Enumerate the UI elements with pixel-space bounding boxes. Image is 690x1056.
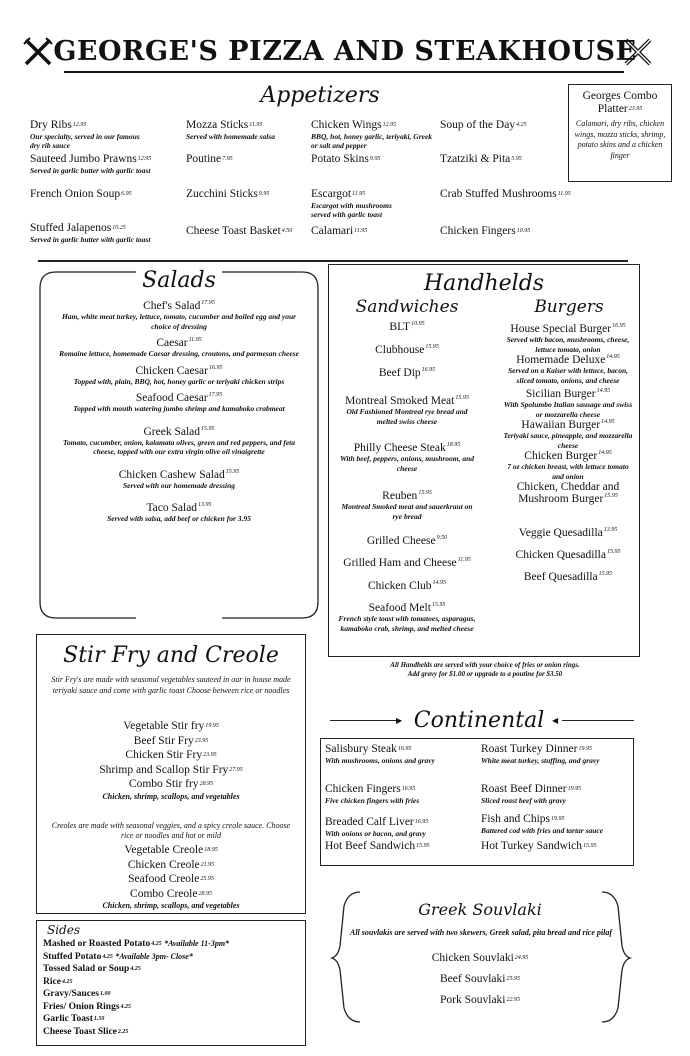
appetizer-item: Dry Ribs$^{12.95}$ Our specialty, served in our famous dry rib sauce: [30, 119, 140, 150]
appetizer-item: Mozza Sticks$^{11.95}$ Served with homemade salsa: [186, 119, 275, 141]
sandwiches-list: [337, 321, 477, 633]
side-item: Tossed Salad or Soup$^{4.25}$: [43, 964, 141, 974]
sandwich-item: Clubhouse$^{15.95}$: [375, 344, 439, 356]
combo-platter-box: [568, 84, 672, 182]
appetizer-item: Soup of the Day$^{4.25}$: [440, 119, 527, 131]
handhelds-notes: All Handhelds are served with your choice of fries or onion rings. Add gravy for $1.00 or upgrade to a poutine for $3.50: [390, 661, 580, 678]
appetizer-item: Chicken Fingers$^{10.95}$: [440, 225, 531, 237]
sandwich-item: Chicken Club$^{14.95}$: [367, 580, 447, 592]
stirfry-item: Beef Stir Fry$^{23.95}$: [133, 734, 209, 747]
appetizer-item: Tzatziki & Pita$^{5.95}$: [440, 153, 522, 165]
side-item: Cheese Toast Slice$^{2.25}$: [43, 1026, 129, 1037]
salad-item: Seafood Caesar$^{17.95}$ Topped with mouth watering jumbo shrimp and kamaboko crabmeat: [73, 392, 285, 413]
continental-title: Continental: [413, 708, 545, 733]
sides-box: [36, 920, 306, 1046]
salad-item: Greek Salad$^{15.95}$ Tomato, cucumber, onion, kalamata olives, green and red peppers, and feta cheese, topped with our extra virgin olive oil vinaigrette: [62, 425, 296, 456]
stirfry-item: Vegetable Stir fry$^{19.95}$: [123, 720, 219, 732]
appetizer-item: Crab Stuffed Mushrooms$^{11.95}$: [440, 188, 571, 200]
creole-combo-desc: Chicken, shrimp, scallops, and vegetables: [102, 901, 240, 910]
sandwich-item: Montreal Smoked Meat$^{15.95}$ Old Fashioned Montreal rye bread and melted swiss cheese: [345, 395, 469, 426]
stirfry-combo-desc: Chicken, shrimp, scallops, and vegetables: [102, 791, 240, 801]
souvlaki-intro: All souvlakis are served with two skewers, Greek salad, pita bread and rice pilaf: [350, 928, 612, 937]
side-item: Garlic Toast$^{1.50}$: [43, 1014, 105, 1024]
continental-item: Roast Beef Dinner$^{19.95}$ Sliced roast beef with gravy: [481, 783, 582, 805]
arrow-left-icon: ◀: [552, 716, 559, 725]
creole-item: Chicken Creole$^{21.95}$: [127, 858, 215, 871]
appetizer-item: Poutine$^{7.95}$: [186, 153, 233, 165]
appetizer-item: Chicken Wings$^{12.95}$ BBQ, hot, honey garlic, teriyaki, Greek or salt and pepper: [311, 119, 433, 150]
burger-item: House Special Burger$^{16.95}$ Served with bacon, mushrooms, cheese, lettuce tomato, onion: [506, 323, 630, 354]
burgers-list: [501, 323, 635, 583]
burgers-title: Burgers: [534, 297, 604, 317]
side-item: Gravy/Sauces$^{1.00}$: [43, 989, 111, 999]
sandwich-item: Beef Dip$^{16.95}$: [378, 367, 436, 379]
souvlaki-list: [380, 948, 580, 1011]
appetizers-title: Appetizers: [260, 83, 380, 108]
appetizer-item: Potato Skins$^{9.95}$: [311, 153, 381, 165]
continental-rule-left: [330, 720, 400, 721]
burger-item: Chicken, Cheddar and Mushroom Burger$^{15.95}$: [516, 481, 620, 505]
sandwiches-title: Sandwiches: [355, 297, 459, 317]
salad-item: Chef's Salad$^{17.95}$ Ham, white meat turkey, lettuce, tomato, cucumber and boiled egg and your choice of dressing: [61, 300, 297, 331]
salad-item: Taco Salad$^{13.95}$ Served with salsa, add beef or chicken for 3.95: [107, 502, 251, 523]
appetizer-item: Zucchini Sticks$^{9.95}$: [186, 188, 270, 200]
souvlaki-item: Pork Souvlaki$^{22.95}$: [440, 994, 520, 1006]
arrow-right-icon: ▶: [396, 716, 403, 725]
burger-item: Veggie Quesadilla$^{13.95}$: [518, 527, 618, 539]
souvlaki-item: Chicken Souvlaki$^{24.95}$: [431, 952, 529, 964]
burger-item: Hawaiian Burger$^{14.95}$ Teriyaki sauce, pineapple, and mozzarella cheese: [503, 419, 633, 450]
appetizer-item: Escargot$^{11.95}$ Escargot with mushrooms served with garlic toast: [311, 188, 392, 219]
salads-section: [36, 268, 322, 622]
burger-item: Chicken Burger$^{14.95}$ 7 oz chicken breast, with lettuce tomato and onion: [507, 450, 629, 481]
side-item: Stuffed Potato$^{4.25}$ *Available 3pm- Close*: [43, 951, 193, 962]
souvlaki-item: Beef Souvlaki$^{25.95}$: [440, 973, 520, 985]
burger-item: Chicken Quesadilla$^{15.95}$: [515, 549, 621, 561]
burger-item: Beef Quesadilla$^{15.95}$: [523, 571, 613, 583]
sides-title: Sides: [47, 923, 80, 937]
sandwich-item: Seafood Melt$^{15.95}$ French style toast with tomatoes, asparagus, kamaboko crab, shrimp, and melted cheese: [338, 602, 476, 633]
stirfry-item: Combo Stir fry$^{28.95}$: [128, 778, 214, 790]
continental-item: Fish and Chips$^{19.95}$ Battered cod with fries and tartar sauce: [481, 813, 604, 835]
continental-rule-right: [562, 720, 634, 721]
creole-item: Vegetable Creole$^{18.95}$: [124, 844, 218, 856]
continental-right: [481, 743, 631, 853]
continental-item: Salisbury Steak$^{16.95}$ With mushrooms, onions and gravy: [325, 743, 435, 765]
appetizer-item: Stuffed Jalapenos$^{10.25}$ Served in garlic butter with garlic toast: [30, 222, 151, 244]
appetizer-item: Sauteed Jumbo Prawns$^{12.95}$ Served in garlic butter with garlic toast: [30, 153, 152, 175]
continental-box: [320, 738, 634, 866]
salads-list: [44, 300, 314, 524]
burger-item: Sicilian Burger$^{14.95}$ With Spolumbo Italian sausage and swiss or mozzarella cheese: [503, 388, 633, 419]
souvlaki-title: Greek Souvlaki: [418, 900, 542, 919]
sandwich-item: Philly Cheese Steak$^{18.95}$ With beef, peppers, onions, mushroom, and cheese: [339, 442, 475, 473]
appetizer-item: Calamari$^{11.95}$: [311, 225, 368, 237]
continental-item: Hot Beef Sandwich$^{15.95}$: [325, 840, 430, 852]
stirfry-title: Stir Fry and Creole: [63, 643, 279, 668]
salad-item: Chicken Caesar$^{16.95}$ Topped with, plain, BBQ, hot, honey garlic or teriyaki chicken strips: [73, 364, 285, 386]
continental-item: Roast Turkey Dinner$^{19.95}$ White meat turkey, stuffing, and gravy: [481, 743, 600, 765]
creole-item: Seafood Creole$^{25.95}$: [128, 873, 214, 885]
salad-item: Caesar$^{11.95}$ Romaine lettuce, homemade Caesar dressing, croutons, and parmesan cheese: [59, 337, 299, 358]
continental-item: Chicken Fingers$^{16.95}$ Five chicken fingers with fries: [325, 783, 420, 805]
appetizers-col-3: [311, 119, 436, 238]
sandwich-item: $BLT^{10.95}$: [389, 321, 425, 333]
stirfry-intro: Stir Fry's are made with seasonal vegetables sauteed in our in house made teriyaki sauce and come with garlic toast Choose between rice or noodles: [51, 675, 291, 695]
combo-platter-name: Georges Combo Platter$^{23.95}$: [582, 90, 658, 115]
sandwich-item: Grilled Ham and Cheese$^{11.95}$: [343, 557, 471, 569]
appetizers-col-1: [30, 119, 180, 244]
sides-list: [43, 938, 303, 1038]
combo-platter-desc: Calamari, dry ribs, chicken wings, mozza sticks, shrimp, potato skins and a chicken finger: [574, 119, 666, 160]
handhelds-title: Handhelds: [423, 271, 545, 296]
stirfry-item: Chicken Stir Fry$^{23.95}$: [125, 749, 217, 761]
sandwich-item: Reuben$^{15.95}$ Montreal Smoked meat and sauerkraut on rye bread: [341, 490, 473, 521]
sandwich-item: Grilled Cheese$^{9.50}$: [366, 535, 448, 547]
stirfry-list: [37, 719, 305, 801]
salads-title: Salads: [142, 268, 216, 293]
burger-item: Homemade Deluxe$^{14.95}$ Served on a Kaiser with lettuce, bacon, sliced tomato, onions, and cheese: [508, 354, 628, 385]
handhelds-box: [328, 264, 640, 657]
continental-item: Breaded Calf Liver$^{16.95}$ With onions or bacon, and gravy: [325, 816, 429, 838]
creole-item: Combo Creole$^{28.95}$: [130, 887, 212, 900]
appetizer-item: Cheese Toast Basket$^{4.50}$: [186, 225, 293, 237]
side-item: Rice$^{4.25}$: [43, 976, 73, 987]
title-underline: [64, 71, 624, 73]
side-item: Fries/ Onion Rings$^{4.25}$: [43, 1001, 132, 1012]
side-item: Mashed or Roasted Potato$^{4.25}$ *Available 11-3pm*: [43, 939, 230, 949]
restaurant-title: GEORGE'S PIZZA AND STEAKHOUSE: [53, 36, 637, 67]
creole-list: [37, 843, 305, 910]
creole-intro: Creoles are made with seasonal veggies, and a spicy creole sauce. Choose rice or noodles and hot or mild: [51, 821, 291, 840]
stirfry-item: Shrimp and Scallop Stir Fry$^{27.95}$: [99, 763, 243, 776]
salad-item: Chicken Cashew Salad$^{15.95}$ Served with our homemade dressing: [118, 468, 240, 490]
continental-left: [325, 743, 475, 853]
continental-item: Hot Turkey Sandwich$^{15.95}$: [481, 840, 597, 852]
appetizer-item: French Onion Soup$^{6.95}$: [30, 188, 132, 200]
section-divider: [38, 260, 628, 262]
stirfry-box: [36, 634, 306, 914]
appetizers-col-2: [186, 119, 311, 238]
